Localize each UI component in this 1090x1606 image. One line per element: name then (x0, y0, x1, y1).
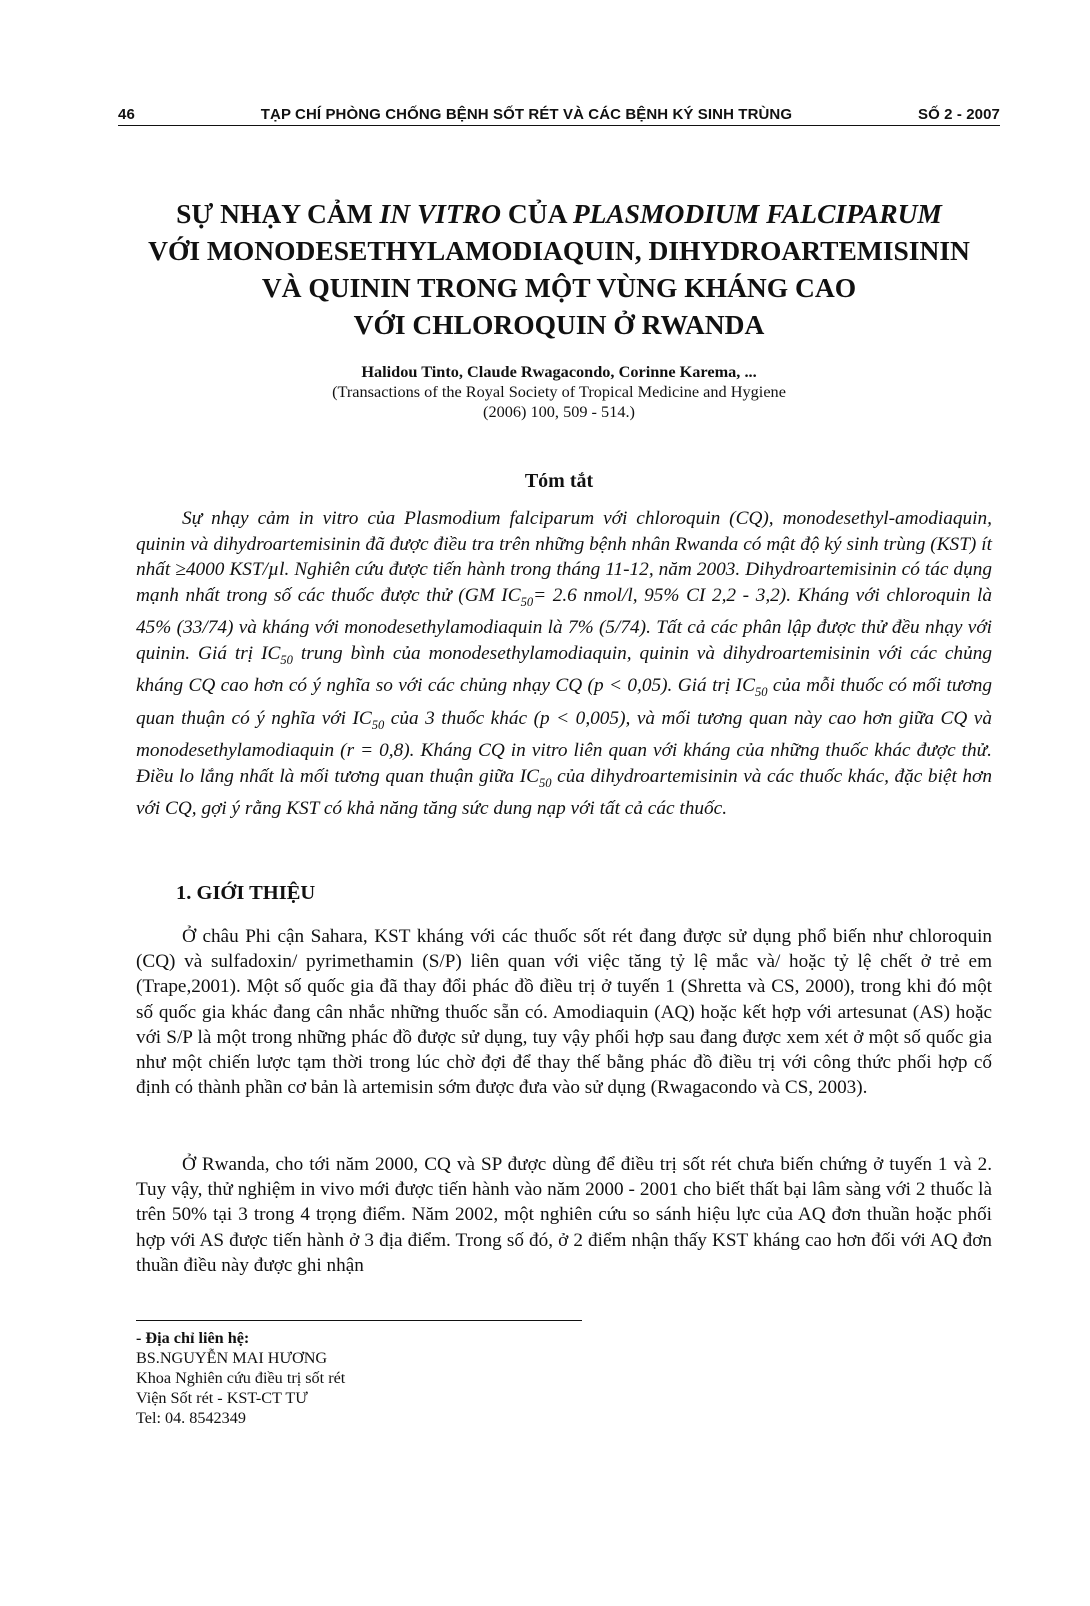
subscript: 50 (520, 594, 534, 609)
source-citation-line-1: (Transactions of the Royal Society of Tropical Medicine and Hygiene (332, 382, 786, 401)
subscript: 50 (539, 775, 552, 790)
footnote-line: Viện Sốt rét - KST-CT TƯ (136, 1389, 308, 1407)
abstract-segment: của mỗi thuốc có mối tương quan thuận có ý nghĩa với IC (136, 675, 992, 729)
footnote-divider (136, 1320, 582, 1321)
title-line-4: VỚI CHLOROQUIN Ở RWANDA (353, 309, 765, 340)
body-paragraph-1: Ở châu Phi cận Sahara, KST kháng với các thuốc sốt rét đang được sử dụng phổ biến như chloroquin (CQ) và sulfadoxin/ pyrimethamin (S/P) liên quan với việc tăng tỷ lệ mắc và/ hoặc tỷ lệ chết ở trẻ em (Trape,2001). Một số quốc gia đã thay đổi phác đồ điều trị ở tuyến 1 (Shretta và CS, 2000), trong khi đó một số quốc gia khác đang cân nhắc những thuốc sẵn có. Amodiaquin (AQ) hoặc kết hợp với artesunat (AS) hoặc với S/P là một trong những phác đồ được sử dụng, tuy vậy phối hợp sau đang được xem xét ở một số quốc gia như một chiến lược tạm thời trong lúc chờ đợi để thay thế bằng phác đồ điều trị với công thức phối hợp cố định có thành phần cơ bản là artemisin sớm được đưa vào sử dụng (Rwagacondo và CS, 2003). (136, 926, 992, 1099)
abstract-text (136, 506, 992, 822)
title-line-2: VỚI MONODESETHYLAMODIAQUIN, DIHYDROARTEMISININ (148, 235, 970, 266)
running-header (118, 106, 1000, 126)
article-title (130, 195, 988, 343)
source-citation-line-2: (2006) 100, 509 - 514.) (483, 402, 635, 421)
author-names: Halidou Tinto, Claude Rwagacondo, Corinne Karema, ... (361, 362, 757, 381)
footnote-label: - Địa chỉ liên hệ: (136, 1329, 250, 1347)
footnote-line: BS.NGUYỄN MAI HƯƠNG (136, 1349, 328, 1367)
title-line-3: VÀ QUININ TRONG MỘT VÙNG KHÁNG CAO (261, 272, 857, 303)
body-paragraph-2: Ở Rwanda, cho tới năm 2000, CQ và SP được dùng để điều trị sốt rét chưa biến chứng ở tuyến 1 và 2. Tuy vậy, thử nghiệm in vivo mới được tiến hành vào năm 2000 - 2001 cho biết thất bại lâm sàng với 2 thuốc là trên 50% tại 3 trong 4 trọng điểm. Năm 2002, một nghiên cứu so sánh hiệu lực của AQ đơn thuần hoặc phối hợp với AS được tiến hành ở 3 địa điểm. Trong số đó, ở 2 điểm nhận thấy KST kháng cao hơn đối với AQ đơn thuần điều này được ghi nhận (136, 1154, 992, 1276)
title-italic-text: PLASMODIUM FALCIPARUM (572, 198, 942, 229)
journal-title: TẠP CHÍ PHÒNG CHỐNG BỆNH SỐT RÉT VÀ CÁC BỆNH KÝ SINH TRÙNG (260, 106, 793, 123)
footnote (136, 1328, 636, 1428)
section-heading-introduction: 1. GIỚI THIỆU (176, 882, 316, 904)
abstract-segment: của dihydroartemisinin và các thuốc khác, đặc biệt hơn với CQ, gợi ý rằng KST có khả năng tăng sức dung nạp với tất cả các thuốc. (136, 765, 992, 820)
author-block (130, 362, 988, 422)
title-italic-text: IN VITRO (379, 198, 502, 229)
abstract-heading: Tóm tắt (524, 470, 594, 492)
abstract-segment: trung bình của monodesethylamodiaquin, quinin và dihydroartemisinin với các chủng kháng CQ cao hơn có ý nghĩa so với các chủng nhạy CQ (p < 0,05). Giá trị IC (136, 642, 992, 697)
abstract-segment: Sự nhạy cảm in vitro của Plasmodium falciparum với chloroquin (CQ), monodesethyl-amodiaquin, quinin và dihydroartemisinin đã được điều tra trên những bệnh nhân Rwanda có mật độ ký sinh trùng (KST) ít nhất ≥4000 KST/µl. Nghiên cứu được tiến hành trong tháng 11-12, năm 2003. Dihydroartemisinin có tác dụng mạnh nhất trong số các thuốc được thử (GM IC (136, 508, 992, 606)
subscript: 50 (280, 652, 293, 667)
title-text: CỦA (501, 198, 573, 229)
page-number: 46 (118, 106, 135, 123)
abstract-segment: của 3 thuốc khác (p < 0,005), và mối tương quan này cao hơn giữa CQ và monodesethylamodiaquin (r = 0,8). Kháng CQ in vitro liên quan với kháng của những thuốc khác được thử. Điều lo lắng nhất là mối tương quan thuận giữa IC (136, 707, 992, 787)
issue-number: SỐ 2 - 2007 (918, 106, 1000, 123)
title-text: SỰ NHẠY CẢM (176, 198, 380, 229)
subscript: 50 (754, 685, 768, 700)
title-line-1 (130, 195, 988, 232)
abstract-segment: = 2.6 nmol/l, 95% CI 2,2 - 3,2). Kháng với chloroquin là 45% (33/74) và kháng với monodesethylamodiaquin là 7% (5/74). Tất cả các phân lập được thử đều nhạy với quinin. Giá trị IC (136, 584, 992, 664)
subscript: 50 (371, 717, 385, 732)
footnote-line: Khoa Nghiên cứu điều trị sốt rét (136, 1369, 346, 1387)
footnote-line: Tel: 04. 8542349 (136, 1409, 246, 1427)
